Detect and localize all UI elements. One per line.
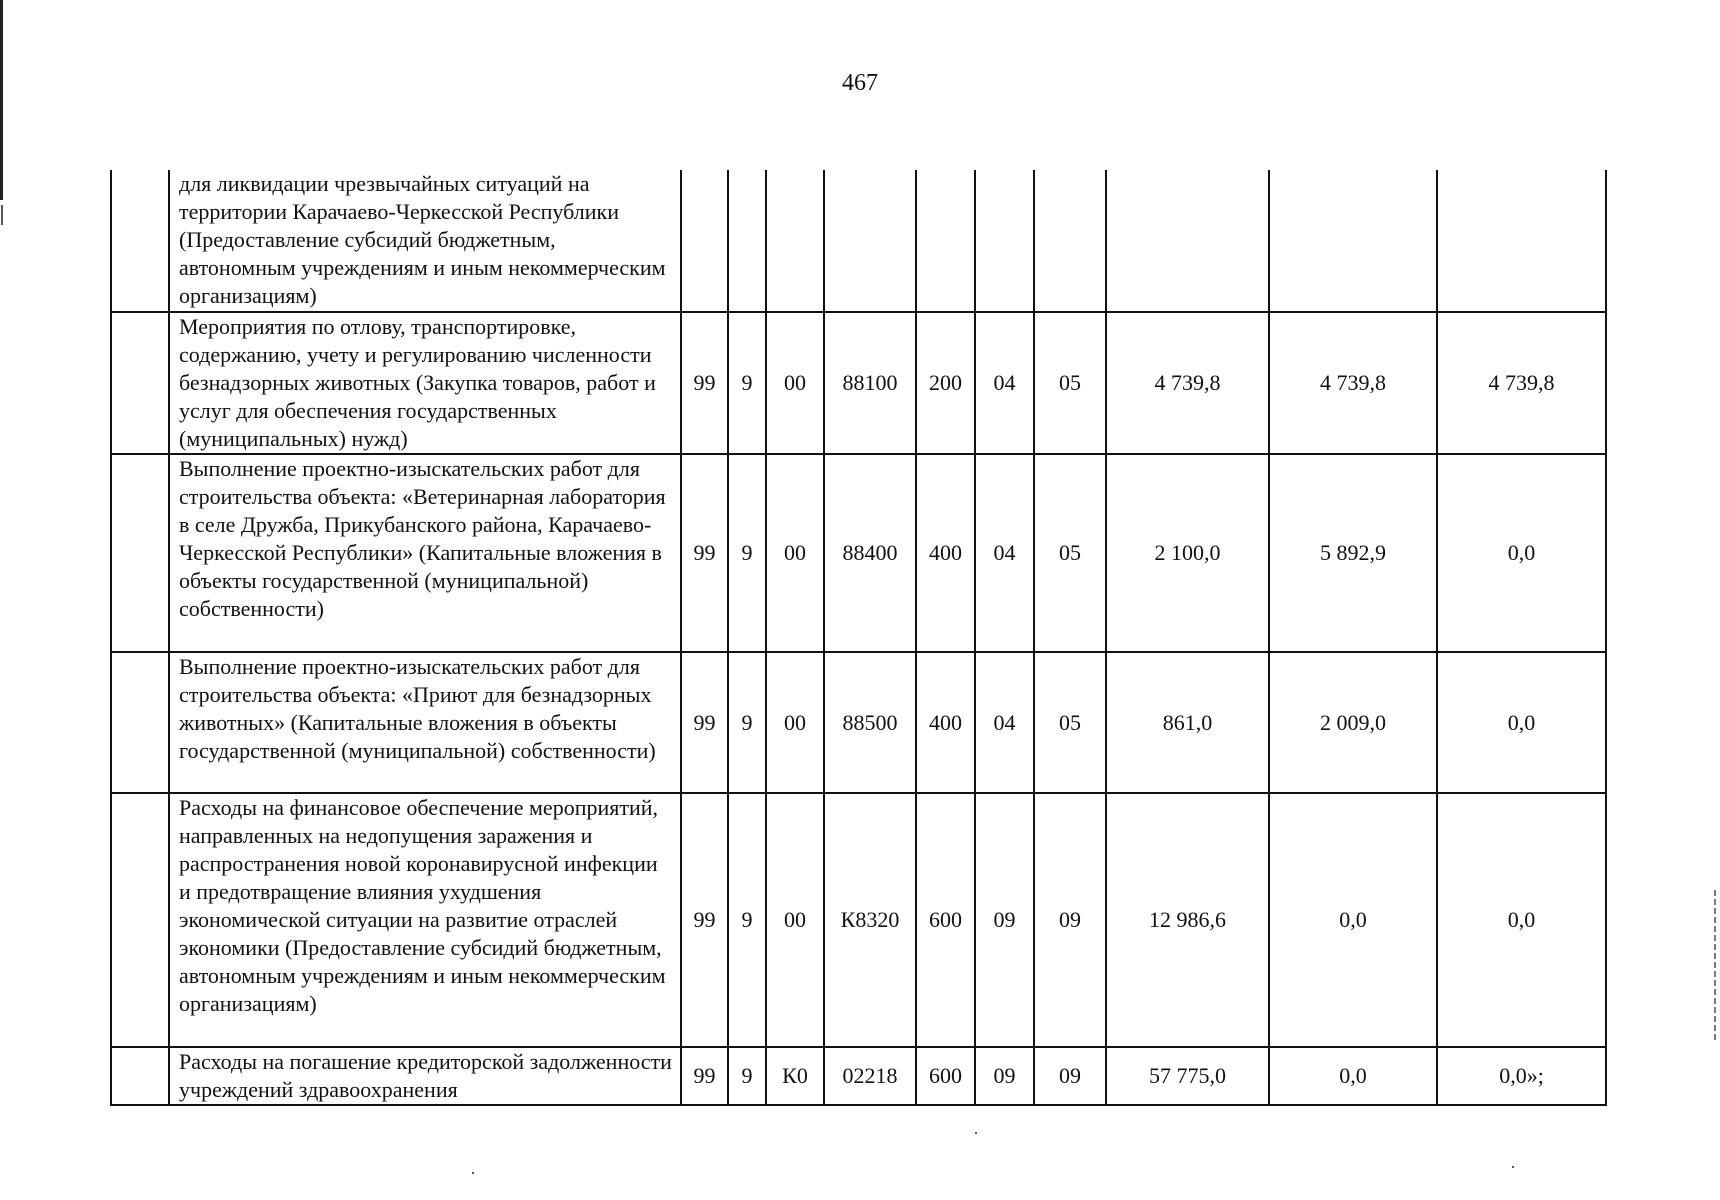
amount-year2-cell: 4 739,8 <box>1269 312 1437 454</box>
expense-name-cell: Расходы на финансовое обеспечение мероприятий, направленных на недопущения заражения и распространения новой коронавирусной инфекции и предотвращение влияния ухудшения экономической ситуации на развитие отраслей экономики (Предоставление субсидий бюджетным, автономным учреждениям и иным некоммерческим организациям) <box>169 793 681 1047</box>
expense-type-cell: 400 <box>916 454 975 652</box>
table-row <box>111 312 1606 454</box>
direction-code-cell: 88400 <box>824 454 916 652</box>
expense-name-cell: Расходы на погашение кредиторской задолженности учреждений здравоохранения <box>169 1047 681 1105</box>
table-row <box>111 793 1606 1047</box>
amount-year1-cell: 861,0 <box>1106 652 1269 793</box>
event-code-cell: 00 <box>766 793 824 1047</box>
subprogram-code-cell <box>728 170 766 312</box>
direction-code-cell: 02218 <box>824 1047 916 1105</box>
amount-year1-cell <box>1106 170 1269 312</box>
section-cell: 04 <box>975 454 1034 652</box>
program-code-cell <box>681 170 728 312</box>
amount-year2-cell: 0,0 <box>1269 1047 1437 1105</box>
amount-year2-cell <box>1269 170 1437 312</box>
amount-year1-cell: 57 775,0 <box>1106 1047 1269 1105</box>
amount-year2-cell: 2 009,0 <box>1269 652 1437 793</box>
event-code-cell: 00 <box>766 454 824 652</box>
table-row <box>111 454 1606 652</box>
program-code-cell: 99 <box>681 793 728 1047</box>
amount-year3-cell: 0,0 <box>1437 454 1606 652</box>
event-code-cell: 00 <box>766 312 824 454</box>
event-code-cell: К0 <box>766 1047 824 1105</box>
section-cell: 09 <box>975 1047 1034 1105</box>
subsection-cell: 05 <box>1034 312 1106 454</box>
section-cell: 09 <box>975 793 1034 1047</box>
program-code-cell: 99 <box>681 1047 728 1105</box>
subprogram-code-cell: 9 <box>728 793 766 1047</box>
direction-code-cell <box>824 170 916 312</box>
subsection-cell: 05 <box>1034 454 1106 652</box>
table-row <box>111 170 1606 312</box>
scan-speck <box>472 1172 474 1174</box>
amount-year1-cell: 4 739,8 <box>1106 312 1269 454</box>
number-cell <box>111 170 169 312</box>
subsection-cell: 09 <box>1034 1047 1106 1105</box>
expense-name-cell: Мероприятия по отлову, транспортировке, содержанию, учету и регулированию численности безнадзорных животных (Закупка товаров, работ и услуг для обеспечения государственных (муниципальных) нужд) <box>169 312 681 454</box>
number-cell <box>111 1047 169 1105</box>
expense-name-cell: Выполнение проектно-изыскательских работ для строительства объекта: «Ветеринарная лаборатория в селе Дружба, Прикубанского района, Карачаево-Черкесской Республики» (Капитальные вложения в объекты государственной (муниципальной) собственности) <box>169 454 681 652</box>
budget-table <box>110 170 1607 1106</box>
subsection-cell <box>1034 170 1106 312</box>
subprogram-code-cell: 9 <box>728 312 766 454</box>
amount-year3-cell: 0,0 <box>1437 652 1606 793</box>
expense-name-cell: Выполнение проектно-изыскательских работ для строительства объекта: «Приют для безнадзорных животных» (Капитальные вложения в объекты государственной (муниципальной) собственности) <box>169 652 681 793</box>
scan-speck <box>1512 1166 1514 1168</box>
expense-type-cell: 600 <box>916 793 975 1047</box>
scan-edge <box>1714 890 1716 1040</box>
number-cell <box>111 652 169 793</box>
page-number: 467 <box>842 70 878 96</box>
subprogram-code-cell: 9 <box>728 454 766 652</box>
amount-year3-cell: 4 739,8 <box>1437 312 1606 454</box>
event-code-cell: 00 <box>766 652 824 793</box>
program-code-cell: 99 <box>681 652 728 793</box>
amount-year3-cell: 0,0»; <box>1437 1047 1606 1105</box>
direction-code-cell: 88500 <box>824 652 916 793</box>
expense-name-cell: для ликвидации чрезвычайных ситуаций на территории Карачаево-Черкесской Республики (Предоставление субсидий бюджетным, автономным учреждениям и иным некоммерческим организациям) <box>169 170 681 312</box>
number-cell <box>111 312 169 454</box>
subsection-cell: 05 <box>1034 652 1106 793</box>
amount-year2-cell: 0,0 <box>1269 793 1437 1047</box>
subprogram-code-cell: 9 <box>728 1047 766 1105</box>
amount-year3-cell: 0,0 <box>1437 793 1606 1047</box>
amount-year2-cell: 5 892,9 <box>1269 454 1437 652</box>
number-cell <box>111 793 169 1047</box>
amount-year3-cell <box>1437 170 1606 312</box>
amount-year1-cell: 12 986,6 <box>1106 793 1269 1047</box>
section-cell <box>975 170 1034 312</box>
table-row <box>111 652 1606 793</box>
scan-speck <box>975 1132 977 1134</box>
direction-code-cell: 88100 <box>824 312 916 454</box>
table-row <box>111 1047 1606 1105</box>
scan-edge <box>0 0 3 200</box>
amount-year1-cell: 2 100,0 <box>1106 454 1269 652</box>
subprogram-code-cell: 9 <box>728 652 766 793</box>
number-cell <box>111 454 169 652</box>
scan-mark <box>1 205 3 225</box>
expense-type-cell: 600 <box>916 1047 975 1105</box>
event-code-cell <box>766 170 824 312</box>
subsection-cell: 09 <box>1034 793 1106 1047</box>
table-body <box>111 170 1606 1105</box>
expense-type-cell: 400 <box>916 652 975 793</box>
expense-type-cell <box>916 170 975 312</box>
section-cell: 04 <box>975 652 1034 793</box>
section-cell: 04 <box>975 312 1034 454</box>
expense-type-cell: 200 <box>916 312 975 454</box>
direction-code-cell: К8320 <box>824 793 916 1047</box>
program-code-cell: 99 <box>681 312 728 454</box>
program-code-cell: 99 <box>681 454 728 652</box>
